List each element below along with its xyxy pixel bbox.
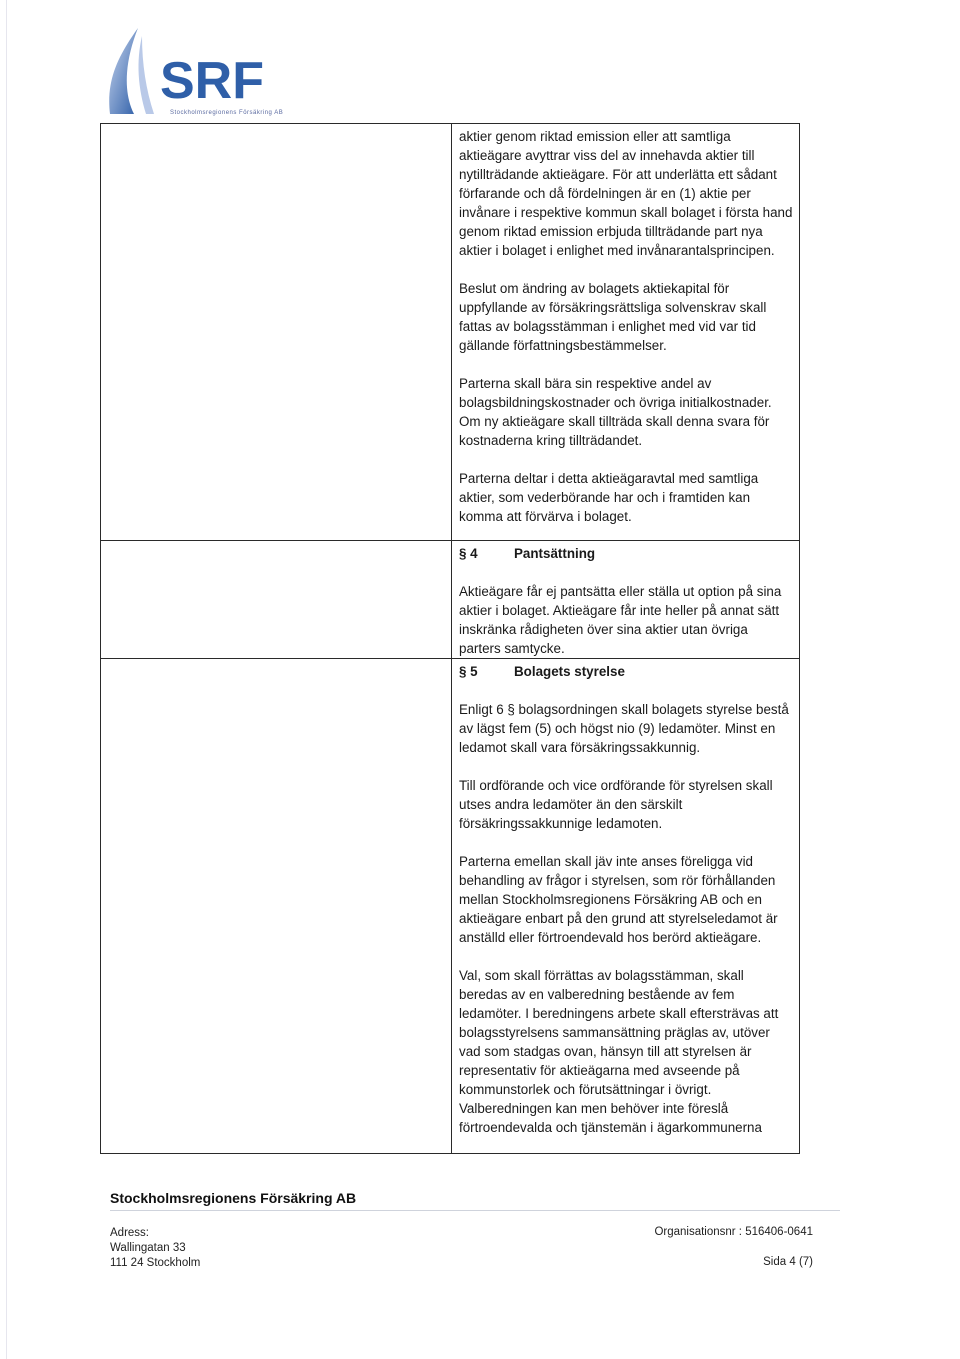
section-number: § 5 [459, 664, 478, 679]
paragraph: Parterna deltar i detta aktieägaravtal med samtliga aktier, som vederbörande har och i framtiden kan komma att förvärva i bolaget. [459, 471, 759, 524]
address-city: 111 24 Stockholm [110, 1257, 201, 1269]
paragraph: aktier genom riktad emission eller att samtliga aktieägare avyttrar viss del av innehavda aktier till nytillträdande aktieägare. För att underlätta ett sådant förfarande och då fördelningen är en (1) aktie per invånare i respektive kommun skall bolaget i första hand genom riktad emission erbjuda tillträdande part nya aktier i bolaget i enlighet med invånarantalsprincipen. [459, 129, 793, 258]
section-number: § 4 [459, 546, 478, 561]
left-column-cell [101, 541, 452, 659]
paragraph: Parterna emellan skall jäv inte anses föreligga vid behandling av frågor i styrelsen, som rör förhållanden mellan Stockholmsregionens Försäkring AB och en aktieägare enbart på den grund att styrelseledamot är anställd eller förtroendevald hos berörd aktieägare. [459, 854, 778, 945]
right-column-cell [452, 659, 800, 1154]
paragraph: Parterna skall bära sin respektive andel av bolagsbildningskostnader och övriga initialkostnader. Om ny aktieägare skall tillträda skall denna svara för kostnaderna kring tillträdandet. [459, 376, 772, 448]
section-title: Bolagets styrelse [514, 664, 625, 679]
organisation-number: Organisationsnr : 516406-0641 [654, 1226, 813, 1238]
right-column-cell [452, 124, 800, 541]
table-row [101, 124, 800, 541]
table-row [101, 541, 800, 659]
address-street: Wallingatan 33 [110, 1242, 186, 1254]
section-heading [459, 544, 793, 563]
right-column-cell [452, 541, 800, 659]
paragraph: Beslut om ändring av bolagets aktiekapital för uppfyllande av försäkringsrättsliga solvenskrav skall fattas av bolagsstämman i enlighet med vid var tid gällande författningsbestämmelser. [459, 281, 767, 353]
footer-company-name: Stockholmsregionens Försäkring AB [110, 1190, 357, 1206]
page-number: Sida 4 (7) [763, 1256, 813, 1268]
logo-subtitle: Stockholmsregionens Försäkring AB [170, 110, 284, 116]
paragraph: Aktieägare får ej pantsätta eller ställa ut option på sina aktier i bolaget. Aktieägare får inte heller på annat sätt inskränka rådigheten över sina aktier utan övriga parters samtycke. [459, 584, 782, 656]
paragraph: Till ordförande och vice ordförande för styrelsen skall utses andra ledamöter än den särskilt försäkringssakkunnige ledamoten. [459, 778, 773, 831]
logo-text: SRF [160, 52, 264, 110]
agreement-table [100, 123, 800, 1154]
left-column-cell [101, 659, 452, 1154]
company-logo [100, 28, 300, 124]
footer-divider [110, 1210, 840, 1211]
paragraph: Enligt 6 § bolagsordningen skall bolagets styrelse bestå av lägst fem (5) och högst nio (9) ledamöter. Minst en ledamot skall vara försäkringssakkunnig. [459, 702, 789, 755]
scan-edge-line [6, 0, 7, 1359]
left-column-cell [101, 124, 452, 541]
address-label: Adress: [110, 1227, 149, 1239]
paragraph: Val, som skall förrättas av bolagsstämman, skall beredas av en valberedning bestående av fem ledamöter. I beredningens arbete skall eftersträvas att bolagsstyrelsens sammansättning präglas av, utöver vad som stadgas ovan, hänsyn till att styrelsen är representativ för aktieägarna med avseende på kommunstorlek och förutsättningar i övrigt. Valberedningen kan men behöver inte föreslå förtroendevalda och tjänstemän i ägarkommunerna [459, 968, 779, 1135]
section-title: Pantsättning [514, 546, 596, 561]
table-row [101, 659, 800, 1154]
footer-address [110, 1226, 200, 1271]
section-heading [459, 662, 793, 681]
